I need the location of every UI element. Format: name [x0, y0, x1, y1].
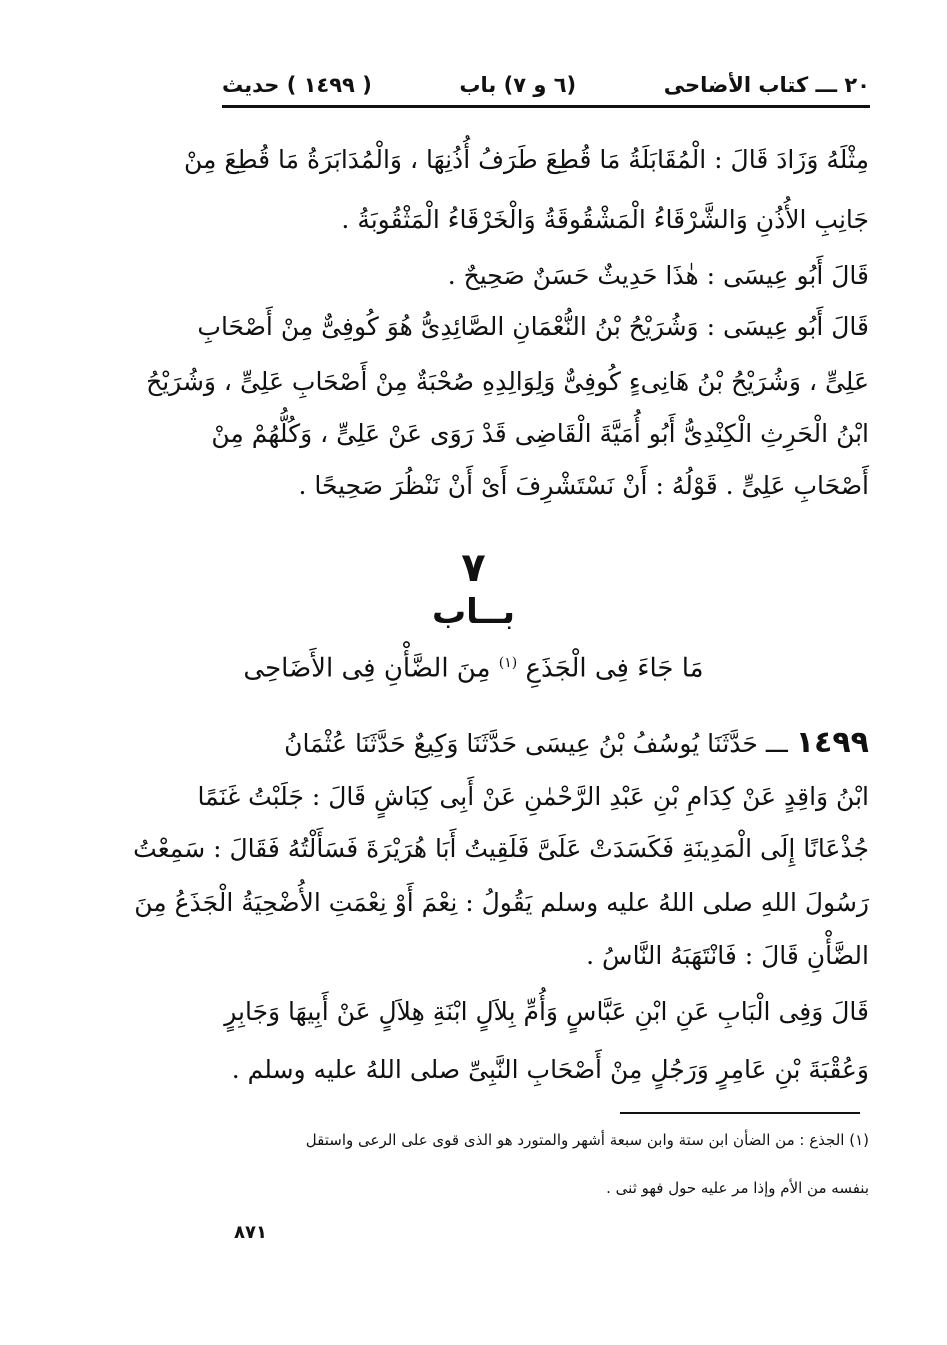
- text-line: جُذْعَانًا إِلَى الْمَدِينَةِ فَكَسَدَتْ عَلَىَّ فَلَقِيتُ أَبَا هُرَيْرَةَ فَسَأَلْتُهُ فَقَالَ : سَمِعْتُ: [133, 834, 869, 863]
- header-hadith: ( ١٤٩٩ ) حديث: [222, 73, 372, 97]
- footnote-line: (١) الجذع : من الضأن ابن ستة وابن سبعة أشهر والمتورد هو الذى قوى على الرعى واستقل: [305, 1131, 869, 1149]
- chapter-title-part2: مِنَ الضَّأْنِ فِى الأَضَاحِى: [243, 653, 491, 684]
- text-line: أَصْحَابِ عَلِىٍّ . قَوْلُهُ : أَنْ نَسْتَشْرِفَ أَىْ أَنْ نَنْظُرَ صَحِيحًا .: [298, 471, 869, 500]
- chapter-title-part1: مَا جَاءَ فِى الْجَذَعِ: [525, 653, 704, 684]
- chapter-title: [0, 643, 947, 689]
- text-line: ابْنُ الْحَرِثِ الْكِنْدِىُّ أَبُو أُمَيَّةَ الْقَاضِى قَدْ رَوَى عَنْ عَلِىٍّ ، وَكُلُّهُمْ مِنْ: [211, 419, 869, 448]
- hadith-first-line: [219, 723, 869, 764]
- chapter-number: ٧: [461, 545, 486, 591]
- chapter-label: بــاب: [432, 592, 515, 632]
- text-line: قَالَ وَفِى الْبَابِ عَنِ ابْنِ عَبَّاسٍ وَأُمِّ بِلاَلٍ ابْنَةِ هِلاَلٍ عَنْ أَبِيهَا وَجَابِرٍ: [224, 997, 869, 1026]
- footnote-line: بنفسه من الأم وإذا مر عليه حول فهو ثنى .: [606, 1179, 869, 1197]
- page-number: ٨٧١: [234, 1222, 267, 1243]
- text-line: قَالَ أَبُو عِيسَى : هٰذَا حَدِيثٌ حَسَنٌ صَحِيحٌ .: [447, 261, 869, 290]
- text-line: عَلِىٍّ ، وَشُرَيْحُ بْنُ هَانِىءٍ كُوفِىٌّ وَلِوَالِدِهِ صُحْبَةٌ مِنْ أَصْحَابِ عَلِىٍّ ، وَشُرَيْحُ: [146, 367, 869, 396]
- header-book-title: ٢٠ ـــ كتاب الأضاحى: [663, 73, 870, 97]
- header-rule: [222, 105, 870, 108]
- text-line: جَانِبِ الأُذُنِ وَالشَّرْقَاءُ الْمَشْقُوقَةُ وَالْخَرْقَاءُ الْمَثْقُوبَةُ .: [341, 205, 869, 234]
- footnote-rule: [620, 1112, 860, 1114]
- text-line: رَسُولَ اللهِ صلى اللهُ عليه وسلم يَقُولُ : نِعْمَ أَوْ نِعْمَتِ الأُضْحِيَةُ الْجَذَعُ مِنَ: [134, 888, 869, 917]
- hadith-text: ـــ حَدَّثَنَا يُوسُفُ بْنُ عِيسَى حَدَّثَنَا وَكِيعٌ حَدَّثَنَا عُثْمَانُ: [284, 729, 788, 758]
- header-chapter: (٦ و ٧) باب: [459, 73, 577, 97]
- text-line: وَعُقْبَةَ بْنِ عَامِرٍ وَرَجُلٍ مِنْ أَصْحَابِ النَّبِىِّ صلى اللهُ عليه وسلم .: [231, 1055, 869, 1084]
- text-line: ابْنُ وَاقِدٍ عَنْ كِدَامِ بْنِ عَبْدِ الرَّحْمٰنِ عَنْ أَبِى كِبَاشٍ قَالَ : جَلَبْتُ غَنَمًا: [197, 782, 869, 811]
- text-line: قَالَ أَبُو عِيسَى : وَشُرَيْحُ بْنُ النُّعْمَانِ الصَّائِدِىُّ هُوَ كُوفِىٌّ مِنْ أَصْحَابِ: [197, 312, 869, 341]
- hadith-number: ١٤٩٩: [795, 725, 869, 760]
- text-line: الضَّأْنِ قَالَ : فَانْتَهَبَهُ النَّاسُ .: [586, 941, 869, 970]
- running-header: [222, 68, 870, 102]
- text-line: مِثْلَهُ وَزَادَ قَالَ : الْمُقَابَلَةُ مَا قُطِعَ طَرَفُ أُذُنِهَا ، وَالْمُدَابَرَةُ مَا قُطِعَ مِنْ: [183, 145, 869, 174]
- footnote-ref: (١): [498, 655, 518, 671]
